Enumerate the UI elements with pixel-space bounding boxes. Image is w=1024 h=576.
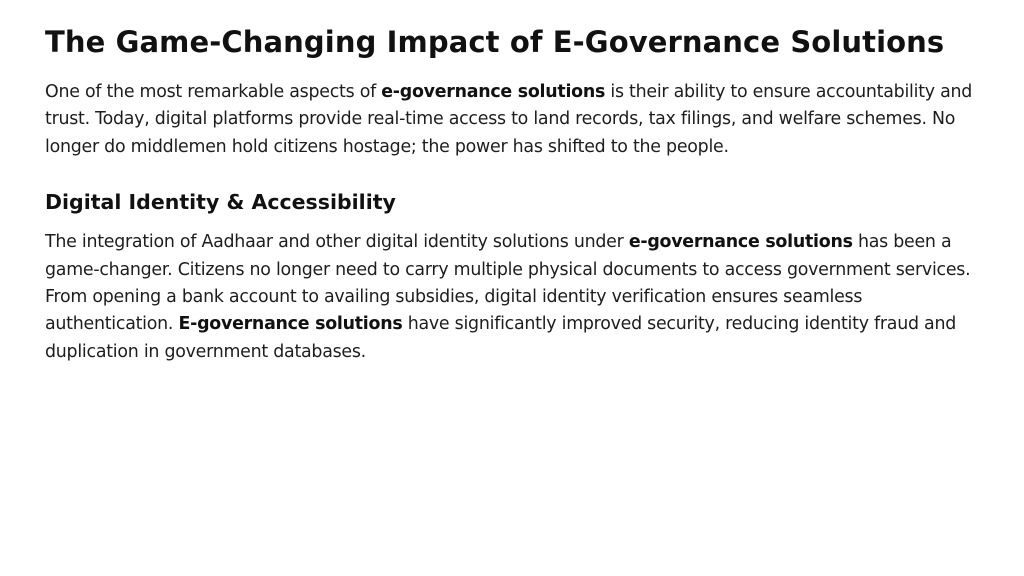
section-text-part1: The integration of Aadhaar and other digital identity solutions under <box>45 232 629 253</box>
section-bold-keyword-2: E-governance solutions <box>178 314 403 335</box>
section-bold-keyword-1: e-governance solutions <box>628 232 853 253</box>
intro-text-end: is their ability to ensure accountability and trust. Today, digital platforms provide real-time access to land records, tax filings, and welfare schemes. No longer do middlemen hold citizens hostage; the power has shifted to the people. <box>45 82 973 157</box>
section-heading: Digital Identity & Accessibility <box>45 190 396 215</box>
intro-bold-keyword: e-governance solutions <box>381 82 606 102</box>
section-paragraph <box>45 229 984 366</box>
section-text-part2: has been a game-changer. Citizens no longer need to carry multiple physical documents to access government services. From opening a bank account to availing subsidies, digital identity verification ensures seamless authentication. <box>45 232 971 335</box>
intro-text-start: One of the most remarkable aspects of <box>45 82 382 102</box>
page-title: The Game-Changing Impact of E-Governance Solutions <box>45 25 945 59</box>
intro-paragraph <box>45 79 984 161</box>
section-text-part3: have significantly improved security, reducing identity fraud and duplication in government databases. <box>45 314 957 362</box>
